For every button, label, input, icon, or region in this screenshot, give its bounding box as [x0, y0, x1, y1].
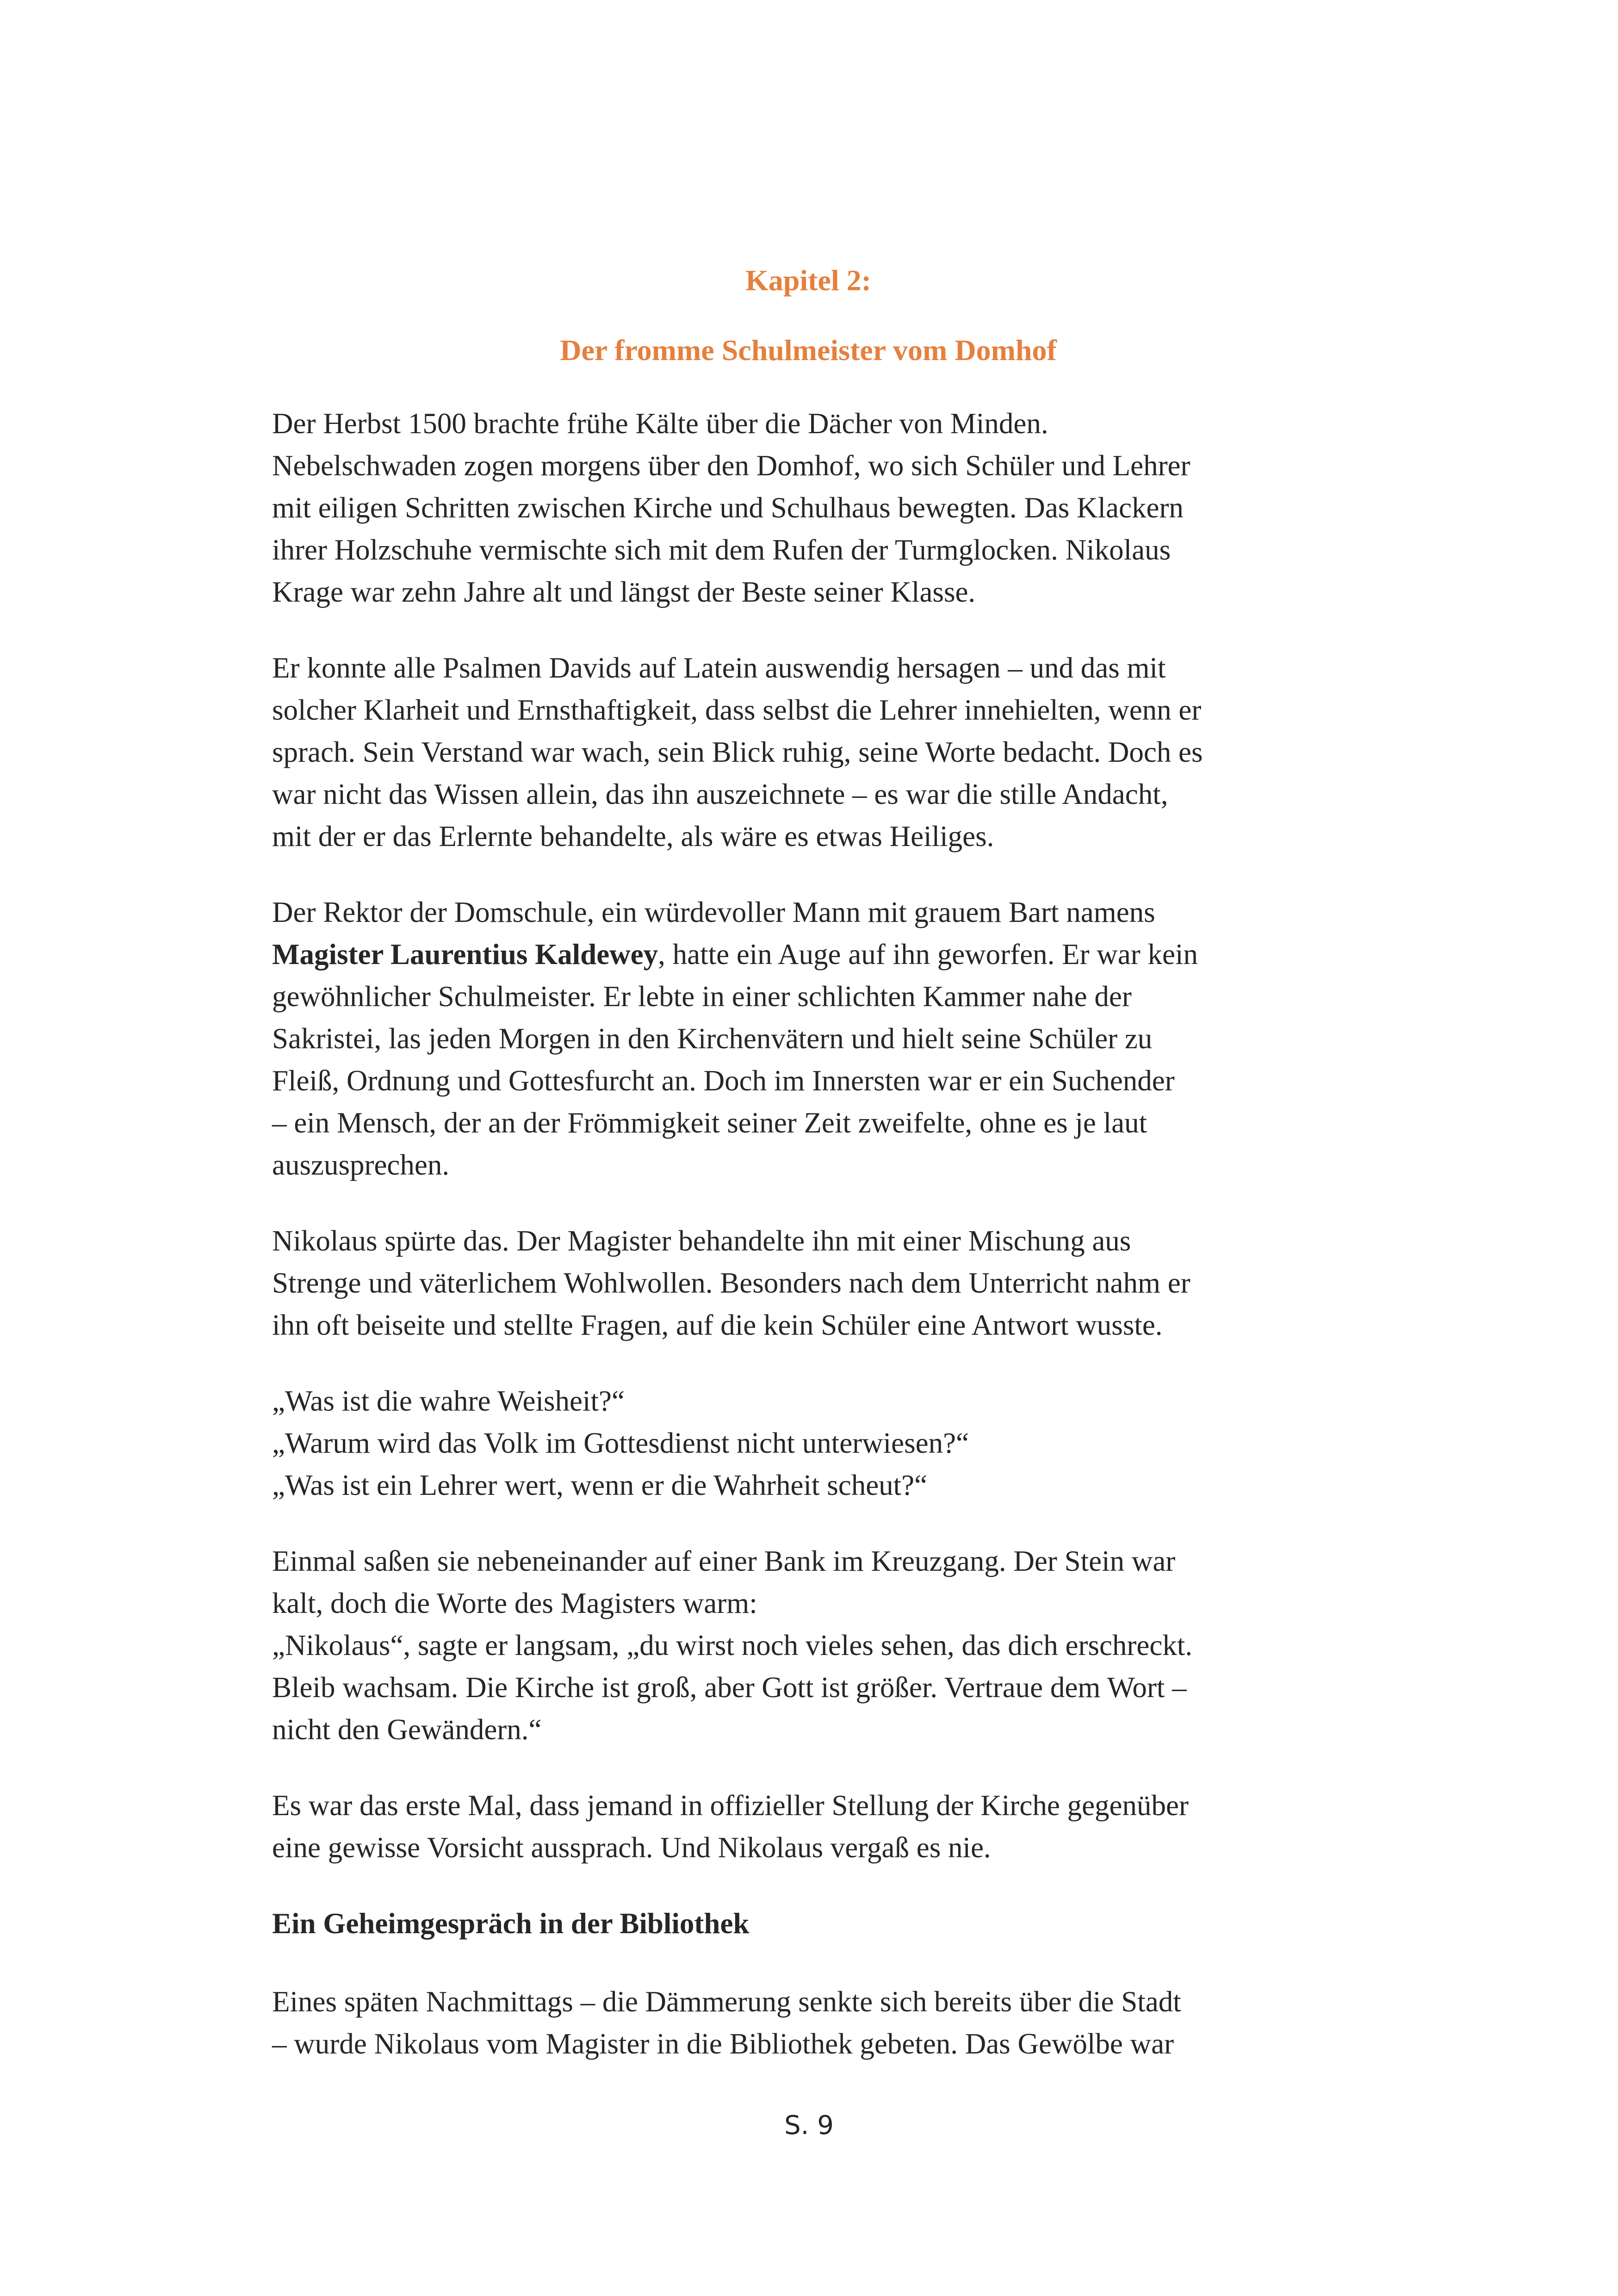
text-line: Fleiß, Ordnung und Gottesfurcht an. Doch im Innersten war er ein Suchender — [272, 1064, 1175, 1097]
text-line: Eines späten Nachmittags – die Dämmerung senkte sich bereits über die Stadt — [272, 1985, 1181, 2018]
question-line: „Warum wird das Volk im Gottesdienst nicht unterwiesen?“ — [272, 1427, 969, 1459]
text-line: nicht den Gewändern.“ — [272, 1713, 542, 1746]
chapter-title: Der fromme Schulmeister vom Domhof — [560, 334, 1057, 367]
paragraph-6 — [272, 1540, 1345, 1751]
chapter-number: Kapitel 2: — [745, 264, 871, 297]
text-line: Es war das erste Mal, dass jemand in offizieller Stellung der Kirche gegenüber — [272, 1789, 1189, 1822]
text-line: Nebelschwaden zogen morgens über den Domhof, wo sich Schüler und Lehrer — [272, 449, 1190, 482]
text-line: mit eiligen Schritten zwischen Kirche und Schulhaus bewegten. Das Klackern — [272, 492, 1184, 524]
text-line: „Nikolaus“, sagte er langsam, „du wirst noch vieles sehen, das dich erschreckt. — [272, 1629, 1193, 1661]
paragraph-4 — [272, 1220, 1345, 1346]
text-line: gewöhnlicher Schulmeister. Er lebte in einer schlichten Kammer nahe der — [272, 980, 1132, 1013]
text-fragment: , hatte ein Auge auf ihn geworfen. Er war kein — [658, 938, 1198, 971]
text-line: war nicht das Wissen allein, das ihn auszeichnete – es war die stille Andacht, — [272, 778, 1168, 810]
text-line: Strenge und väterlichem Wohlwollen. Besonders nach dem Unterricht nahm er — [272, 1267, 1190, 1299]
text-line: Der Herbst 1500 brachte frühe Kälte über die Dächer von Minden. — [272, 407, 1048, 440]
paragraph-3 — [272, 891, 1345, 1186]
text-line: Der Rektor der Domschule, ein würdevoller Mann mit grauem Bart namens — [272, 896, 1155, 928]
text-line: solcher Klarheit und Ernsthaftigkeit, dass selbst die Lehrer innehielten, wenn er — [272, 694, 1202, 726]
text-line: – wurde Nikolaus vom Magister in die Bibliothek gebeten. Das Gewölbe war — [272, 2028, 1174, 2060]
text-line: Er konnte alle Psalmen Davids auf Latein auswendig hersagen – und das mit — [272, 652, 1166, 684]
text-line: Einmal saßen sie nebeneinander auf einer Bank im Kreuzgang. Der Stein war — [272, 1545, 1176, 1577]
text-line: mit der er das Erlernte behandelte, als wäre es etwas Heiliges. — [272, 820, 994, 852]
question-line: „Was ist ein Lehrer wert, wenn er die Wahrheit scheut?“ — [272, 1469, 928, 1501]
text-line: kalt, doch die Worte des Magisters warm: — [272, 1587, 757, 1619]
question-line: „Was ist die wahre Weisheit?“ — [272, 1385, 625, 1417]
paragraph-7 — [272, 1785, 1345, 1869]
page-number: S. 9 — [784, 2110, 834, 2140]
text-line: – ein Mensch, der an der Frömmigkeit seiner Zeit zweifelte, ohne es je laut — [272, 1107, 1147, 1139]
paragraph-1 — [272, 403, 1345, 613]
text-line-with-name — [272, 933, 1345, 976]
text-line: Nikolaus spürte das. Der Magister behandelte ihn mit einer Mischung aus — [272, 1225, 1131, 1257]
text-line: Bleib wachsam. Die Kirche ist groß, aber Gott ist größer. Vertraue dem Wort – — [272, 1671, 1187, 1704]
text-line: ihrer Holzschuhe vermischte sich mit dem Rufen der Turmglocken. Nikolaus — [272, 534, 1171, 566]
text-line: Sakristei, las jeden Morgen in den Kirchenvätern und hielt seine Schüler zu — [272, 1022, 1153, 1055]
text-line: auszusprechen. — [272, 1149, 450, 1181]
magister-name: Magister Laurentius Kaldewey — [272, 938, 658, 971]
paragraph-8 — [272, 1981, 1345, 2065]
text-line: Krage war zehn Jahre alt und längst der Beste seiner Klasse. — [272, 576, 976, 608]
paragraph-2 — [272, 647, 1345, 858]
text-line: sprach. Sein Verstand war wach, sein Blick ruhig, seine Worte bedacht. Doch es — [272, 736, 1203, 768]
section-heading: Ein Geheimgespräch in der Bibliothek — [272, 1907, 750, 1940]
text-line: ihn oft beiseite und stellte Fragen, auf die kein Schüler eine Antwort wusste. — [272, 1309, 1163, 1341]
text-line: eine gewisse Vorsicht aussprach. Und Nikolaus vergaß es nie. — [272, 1831, 991, 1864]
paragraph-questions — [272, 1380, 1345, 1506]
page-body — [272, 259, 1345, 2099]
